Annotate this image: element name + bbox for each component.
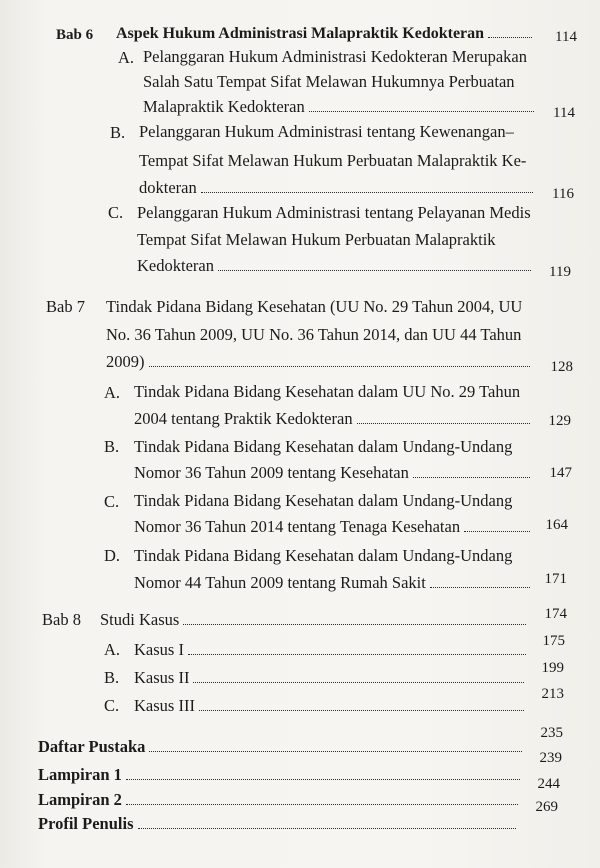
bab7-b-line2-text: Nomor 36 Tahun 2009 tentang Kesehatan [134, 463, 409, 482]
bab8-title-text: Studi Kasus [100, 610, 180, 629]
bab7-d-line2-text: Nomor 44 Tahun 2009 tentang Rumah Sakit [134, 573, 426, 592]
bab6-label: Bab 6 [56, 27, 94, 43]
dot-leader [138, 828, 517, 829]
bab6-a-letter: A. [118, 48, 135, 67]
profil-penulis-text: Profil Penulis [38, 814, 134, 833]
bab6-b-page: 116 [552, 186, 574, 202]
dot-leader [188, 654, 526, 655]
daftar-pustaka-page: 235 [540, 725, 563, 741]
bab7-b-line1: Tindak Pidana Bidang Kesehatan dalam Undang-Undang [134, 437, 513, 456]
bab8-title [100, 610, 530, 630]
profil-penulis-page: 269 [535, 799, 558, 815]
dot-leader [149, 751, 522, 752]
bab6-a-line1: Pelanggaran Hukum Administrasi Kedokteran Merupakan [143, 47, 527, 66]
bab7-c-line2-text: Nomor 36 Tahun 2014 tentang Tenaga Kesehatan [134, 517, 461, 536]
bab6-b-letter: B. [110, 123, 126, 142]
bab6-a-line3 [143, 97, 538, 117]
bab7-c-letter: C. [104, 492, 120, 511]
bab8-b-text: Kasus II [134, 668, 190, 687]
bab8-label: Bab 8 [42, 610, 81, 629]
bab7-line1: Tindak Pidana Bidang Kesehatan (UU No. 29 Tahun 2004, UU [106, 297, 523, 316]
bab6-a-page: 114 [553, 105, 575, 121]
daftar-pustaka-text: Daftar Pustaka [38, 737, 146, 756]
bab7-a-page: 129 [548, 413, 571, 429]
bab8-page: 174 [544, 606, 567, 622]
lampiran2-line [38, 790, 522, 810]
bab8-c-page: 213 [541, 686, 564, 702]
dot-leader [413, 477, 530, 478]
bab7-c-page: 164 [545, 517, 568, 533]
bab6-b-line3 [139, 178, 537, 198]
dot-leader [430, 587, 530, 588]
bab6-c-page: 119 [549, 264, 571, 280]
bab7-c-line1: Tindak Pidana Bidang Kesehatan dalam Undang-Undang [134, 491, 513, 510]
dot-leader [126, 779, 520, 780]
bab6-a-line2: Salah Satu Tempat Sifat Melawan Hukumnya Perbuatan [143, 72, 515, 91]
bab8-c-line [134, 696, 528, 716]
dot-leader [149, 366, 531, 367]
bab7-d-line1: Tindak Pidana Bidang Kesehatan dalam Undang-Undang [134, 546, 513, 565]
dot-leader [199, 710, 524, 711]
bab6-title-text: Aspek Hukum Administrasi Malapraktik Kedokteran [116, 25, 485, 42]
bab6-a-line3-text: Malapraktik Kedokteran [143, 97, 305, 116]
bab8-a-letter: A. [104, 640, 121, 659]
bab7-d-letter: D. [104, 546, 121, 565]
bab8-b-page: 199 [541, 660, 564, 676]
bab7-a-line2 [134, 409, 534, 429]
bab8-c-letter: C. [104, 696, 120, 715]
dot-leader [464, 531, 530, 532]
bab8-a-page: 175 [542, 633, 565, 649]
bab6-c-line2: Tempat Sifat Melawan Hukum Perbuatan Malapraktik [137, 230, 496, 249]
bab8-a-line [134, 640, 530, 660]
lampiran2-text: Lampiran 2 [38, 790, 122, 809]
bab7-b-page: 147 [549, 465, 572, 481]
bab6-c-line3 [137, 256, 535, 276]
lampiran1-text: Lampiran 1 [38, 765, 122, 784]
lampiran2-page: 244 [537, 776, 560, 792]
bab8-b-letter: B. [104, 668, 120, 687]
bab7-c-line2 [134, 517, 534, 537]
bab8-a-text: Kasus I [134, 640, 184, 659]
dot-leader [218, 270, 531, 271]
lampiran1-page: 239 [539, 750, 562, 766]
daftar-pustaka-line [38, 737, 526, 757]
bab7-a-line2-text: 2004 tentang Praktik Kedokteran [134, 409, 353, 428]
dot-leader [193, 682, 524, 683]
bab7-b-line2 [134, 463, 534, 483]
bab7-line3 [106, 352, 534, 372]
bab7-d-page: 171 [544, 571, 567, 587]
bab7-page: 128 [550, 359, 573, 375]
dot-leader [201, 192, 533, 193]
lampiran1-line [38, 765, 524, 785]
bab6-b-line3-text: dokteran [139, 178, 197, 197]
bab6-c-line1: Pelanggaran Hukum Administrasi tentang Pelayanan Medis [137, 203, 531, 222]
bab7-a-letter: A. [104, 383, 121, 402]
bab6-b-line1: Pelanggaran Hukum Administrasi tentang Kewenangan– [139, 122, 514, 141]
dot-leader [183, 624, 526, 625]
bab7-a-line1: Tindak Pidana Bidang Kesehatan dalam UU No. 29 Tahun [134, 382, 521, 401]
dot-leader [309, 111, 534, 112]
bab7-d-line2 [134, 573, 534, 593]
dot-leader [488, 37, 532, 38]
bab8-c-text: Kasus III [134, 696, 195, 715]
bab6-b-line2: Tempat Sifat Melawan Hukum Perbuatan Malapraktik Ke- [139, 151, 527, 170]
bab6-page: 114 [555, 29, 577, 45]
bab7-line2: No. 36 Tahun 2009, UU No. 36 Tahun 2014, dan UU 44 Tahun [106, 325, 522, 344]
bab7-label: Bab 7 [46, 297, 85, 316]
bab8-b-line [134, 668, 528, 688]
bab6-c-letter: C. [108, 203, 124, 222]
dot-leader [126, 804, 518, 805]
profil-penulis-line [38, 814, 520, 834]
bab6-c-line3-text: Kedokteran [137, 256, 214, 275]
dot-leader [357, 423, 530, 424]
bab7-b-letter: B. [104, 437, 120, 456]
bab7-line3-text: 2009) [106, 352, 145, 371]
bab6-title [116, 24, 536, 44]
